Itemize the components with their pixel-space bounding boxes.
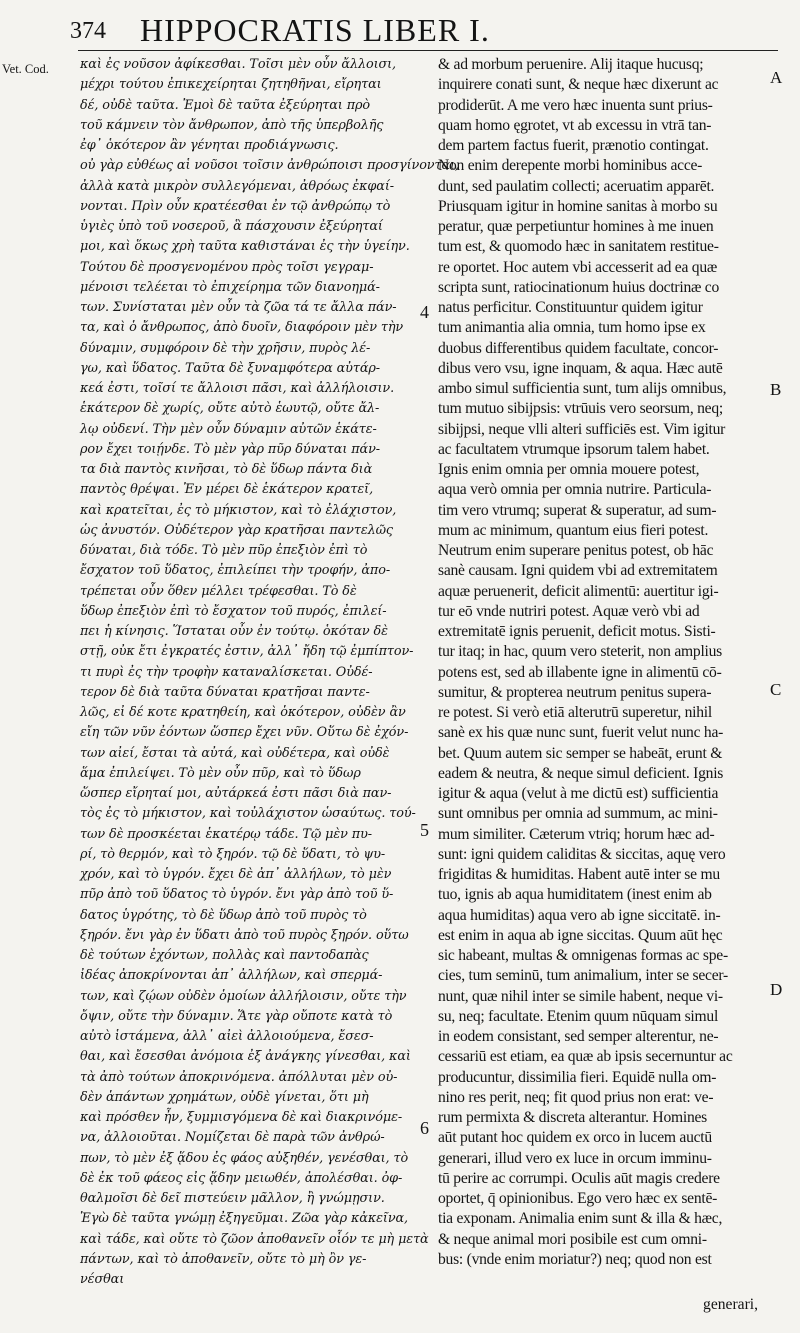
greek-text-line: θαι, καὶ ἔσεσθαι ἀνόμοια ἐξ ἀνάγκης γίνεσθαι, καὶ [80,1049,411,1065]
latin-text-line: Priusquam igitur in homine sanitas à morbo su [438,197,718,215]
latin-text-line: rum permixta & discreta alterantur. Homines [438,1109,707,1126]
latin-text-line: tuo, ignis ab aqua humiditatem (inest enim ab [438,886,712,904]
greek-text-line: ἀλλὰ κατὰ μικρὸν συλλεγόμεναι, ἀθρόως ἐκφαί- [80,178,394,194]
latin-text-line: dem partem factus fuerit, prænotio contingat. [438,137,709,154]
latin-text-line: sanè causam. Igni quidem vbi ad extremitatem [438,562,718,580]
greek-text-line: ἅμα ἐπιλείψει. Τὸ μὲν οὖν πῦρ, καὶ τὸ ὕδωρ [80,765,361,781]
greek-text-line: ὥσπερ εἴρηταί μοι, αὐτάρκεά ἐστι πᾶσι διὰ παν- [80,786,392,801]
greek-text-line: λῳ οὐδενί. Τὴν μὲν οὖν δύναμιν αὐτῶν ἑκάτε- [80,421,377,437]
greek-text-line: τερον δὲ διὰ ταῦτα δύναται κρατῆσαι παντε- [80,684,370,700]
latin-text-line: sumitur, & propterea neutrum penitus supera- [438,683,712,701]
greek-text-line: ἔσχατον τοῦ ὕδατος, ἐπιλείπει τὴν τροφήν, ἀπο- [80,563,391,579]
latin-text-line: nino res perit, neq; fit quod prius non erat: ve- [438,1088,714,1106]
greek-text-line: στῇ, οὐκ ἔτι ἐγκρατές ἐστιν, ἀλλ᾽ ἤδη τῷ ἐμπίπτον- [80,644,414,660]
greek-text-line: ὕδωρ ἐπεξιὸν ἐπὶ τὸ ἔσχατον τοῦ πυρός, ἐπιλεί- [80,603,387,619]
margin-letter-d: D [770,980,783,999]
greek-text-line: Ἐγὼ δὲ ταῦτα γνώμῃ ἐξηγεῦμαι. Ζῶα γὰρ κἀκεῖνα, [80,1211,409,1227]
greek-text-line: ὡς ἀνυστόν. Οὐδέτερον γὰρ κρατῆσαι παντελῶς [80,522,394,538]
latin-text-line: re potest. Si verò etiā alterutrū superetur, nihil [438,704,712,721]
greek-text-line: δὲν ἁπάντων χρημάτων, οὐδὲ γίνεται, ὅτι μὴ [80,1089,369,1105]
section-number-4: 4 [420,302,429,322]
greek-text-line: καὶ κρατεῖται, ἐς τὸ μήκιστον, καὶ τὸ ἐλάχιστον, [80,502,397,518]
page-header [70,6,770,52]
latin-text-line: cessariū est etiam, ea quæ ab ipsis secernuntur ac [438,1048,733,1066]
latin-text-line: re oportet. Hoc autem vbi accesserit ad ea quæ [438,258,718,276]
latin-text-line: mum ac minimum, quantum eius fieri potest. [438,521,709,539]
latin-text-line: est enim in aqua ab igne siccitas. Quum aūt hęc [438,926,723,944]
latin-text-line: scripta sunt, ratiocinationum huius doctrinæ co [438,278,720,296]
latin-text-line: sunt: igni quidem caliditas & siccitas, aquę vero [438,845,726,863]
latin-text-line: Ignis enim omnia per omnia mouere potest, [438,461,700,478]
latin-text-line: oportet, q̄ opinionibus. Ego vero hæc ex sentē- [438,1190,718,1207]
latin-text-line: eadem & neutra, & neque simul deficient. Ignis [438,764,724,782]
greek-text-line: τὸς ἐς τὸ μήκιστον, καὶ τοὐλάχιστον ὡσαύτως. τού- [80,806,416,822]
greek-text-line: εἴη τῶν νῦν ἐόντων ὥσπερ ἔχει νῦν. Οὕτω δὲ ἐχόν- [80,725,409,741]
latin-text-line: extremitatē ignis peruenit, deficit motus. Sisti- [438,623,716,640]
greek-text-line: χρόν, καὶ τὸ ὑγρόν. ἔχει δὲ ἀπ᾽ ἀλλήλων, τὸ μὲν [80,867,392,882]
greek-text-line: δατος ὑγρότης, τὸ δὲ ὕδωρ ἀπὸ τοῦ πυρὸς τὸ [80,907,367,923]
greek-text-line: θαλμοῖσι δὲ δεῖ πιστεύειν μᾶλλον, ἢ γνώμῃσιν. [80,1191,385,1206]
greek-text-line: τα διὰ παντὸς κινῆσαι, τὸ δὲ ὕδωρ πάντα διὰ [80,462,373,477]
greek-text-line: μένοισι τελέεται τὸ ἐπιχείρημα τῶν διανοημά- [80,279,380,295]
latin-text-line: aqua humiditas) aqua vero ab igne siccitatē. in- [438,906,721,924]
latin-text-column [438,55,760,1270]
greek-text-line: λῶς, εἰ δέ κοτε κρατηθείη, καὶ ὁκότερον, οὐδὲν ἂν [80,705,406,720]
latin-text-line: aūt putant hoc quidem ex orco in lucem auctū [438,1129,712,1147]
running-head: HIPPOCRATIS LIBER I. [140,12,490,48]
latin-text-line: sic habeant, multas & omnigenas formas ac spe- [438,947,728,964]
latin-text-line: & ad morbum peruenire. Alij itaque hucusq; [438,56,704,73]
latin-text-line: nunt, quæ nihil inter se simile habent, neque vi- [438,987,723,1005]
latin-text-line: mum similiter. Cæterum vtriq; horum hæc ad- [438,825,715,843]
greek-text-line: Τούτου δὲ προσγενομένου πρὸς τοῖσι γεγραμ- [80,259,374,275]
greek-text-line: ρί, τὸ θερμόν, καὶ τὸ ξηρόν. τῷ δὲ ὕδατι, τὸ ψυ- [80,846,386,862]
header-rule [78,50,778,51]
greek-text-line: πῦρ ἀπὸ τοῦ ὕδατος τὸ ὑγρόν. ἔνι γὰρ ἀπὸ τοῦ ὕ- [80,887,394,903]
greek-text-line: ρον ἔχει τοιῄνδε. Τὸ μὲν γὰρ πῦρ δύναται πάν- [80,441,380,457]
greek-text-line: των, καὶ ζῴων οὐδὲν ὁμοίων ἀλλήλοισιν, οὔτε τὴν [80,988,407,1004]
latin-text-line: tim vero vtrumq; superat & superatur, ad sum- [438,501,717,519]
greek-text-line: των. Συνίσταται μὲν οὖν τὰ ζῶα τά τε ἄλλα πάν- [80,300,397,315]
latin-text-line: ac facultatem vtrumque ipsorum talem habet. [438,440,710,458]
greek-text-line: μέχρι τούτου ἐπικεχείρηται ζητηθῆναι, εἴρηται [80,77,382,93]
greek-text-line: δὲ ἐκ τοῦ φάεος εἰς ᾅδην μειωθέν, ἀπολέσθαι. ὀφ- [80,1170,403,1186]
latin-text-line: su, neq; facultate. Etenim quum nūquam simul [438,1007,719,1025]
section-number-6: 6 [420,1118,429,1138]
greek-text-line: ὄψιν, οὔτε τὴν δύναμιν. Ἅτε γὰρ οὔποτε κατὰ τὸ [80,1008,393,1024]
latin-text-line: inquirere conati sunt, & neque hæc dixerunt ac [438,76,719,94]
greek-text-line: ὑγιὲς ὑπὸ τοῦ νοσεροῦ, ἃ πάσχουσιν ἐξεύρηταί [80,219,383,234]
latin-text-line: ambo simul sufficientia sunt, tum alijs omnibus, [438,380,727,397]
greek-text-line: νέσθαι [80,1272,125,1287]
greek-text-line: δύναται, διὰ τόδε. Τὸ μὲν πῦρ ἐπεξιὸν ἐπὶ τὸ [80,543,368,558]
page-number: 374 [70,18,106,44]
greek-text-line: γω, καὶ ὕδατος. Ταῦτα δὲ ξυναμφότερα αὐτάρ- [80,360,381,376]
latin-text-line: Neutrum enim superare penitus potest, ob hāc [438,542,714,559]
latin-text-line: natus perficitur. Constituuntur quidem igitur [438,299,703,316]
latin-text-line: tum animantia alia omnia, tum homo ipse ex [438,319,706,337]
latin-text-line: dibus vero vsu, igne inquam, & aqua. Hæc autē [438,359,723,377]
greek-text-line: τὰ ἀπὸ τούτων ἀποκρινόμενα. ἀπόλλυται μὲν οὐ- [80,1069,398,1085]
greek-text-line: καὶ ἐς νοῦσον ἀφίκεσθαι. Τοῖσι μὲν οὖν ἄλλοισι, [80,57,397,72]
latin-text-line: sanè ex his quæ nunc sunt, fuerit velut nunc ha- [438,724,724,742]
latin-text-line: frigiditas & humiditas. Habent autē inter se mu [438,866,720,883]
latin-text-line: igitur & aqua (velut à me dictū est) sufficientia [438,785,719,802]
section-number-5: 5 [420,820,429,840]
margin-letter-c: C [770,680,782,699]
greek-text-line: ξηρόν. ἔνι γὰρ ἐν ὕδατι ἀπὸ τοῦ πυρὸς ξηρόν. οὕτω [80,927,409,943]
greek-text-line: των δὲ προσκέεται ἑκατέρῳ τάδε. Τῷ μὲν πυ- [80,826,372,842]
latin-text-line: in eodem consistant, sed semper alterentur, ne- [438,1028,719,1045]
latin-text-line: bus: (vnde enim moriatur?) neq; quod non est [438,1250,712,1268]
greek-text-line: πει ἡ κίνησις. Ἵσταται οὖν ἐν τούτῳ. ὁκόταν δὲ [80,624,388,639]
latin-text-line: tur itaq; in hac, quum vero steterit, non amplius [438,643,722,661]
greek-text-line: τι πυρὶ ἐς τὴν τροφὴν καταναλίσκεται. Οὐδέ- [80,664,373,680]
latin-text-line: sunt omnibus per omnia ad summum, ac mini- [438,805,718,823]
latin-text-line: tum est, & quomodo hæc in sanitatem restitue- [438,238,719,256]
greek-text-line: ἑκάτερον δὲ χωρίς, οὔτε αὐτὸ ἑωυτῷ, οὔτε ἄλ- [80,401,380,417]
greek-text-line: ἰδέας ἀποκρίνονται ἀπ᾽ ἀλλήλων, καὶ σπερμά- [80,968,383,984]
greek-text-line: ἐφ᾽ ὁκότερον ἂν γένηται προδιάγνωσις. [80,138,339,153]
greek-text-line: παντὸς θρέψαι. Ἐν μέρει δὲ ἑκάτερον κρατεῖ, [80,482,374,498]
margin-letter-b: B [770,380,782,399]
latin-text-line: duobus differentibus quidem facultate, concor- [438,339,719,357]
greek-text-line: δέ, οὐδὲ ταῦτα. Ἐμοὶ δὲ ταῦτα ἐξεύρηται πρὸ [80,97,371,113]
greek-text-column [80,55,459,1290]
latin-text-line: aqua verò omnia per omnia nutrire. Particula- [438,481,712,499]
latin-text-line: quam homo ęgrotet, vt ab excessu in vtrā tan- [438,116,712,134]
greek-text-line: πων, τὸ μὲν ἐξ ᾅδου ἐς φάος αὐξηθέν, γενέσθαι, τὸ [80,1150,409,1166]
latin-text-line: dunt, sed paulatim collecti; aceruatim apparēt. [438,177,715,195]
margin-note-vet-cod: Vet. Cod. [2,62,49,76]
greek-text-line: τα, καὶ ὁ ἄνθρωπος, ἀπὸ δυοῖν, διαφόροιν μὲν τὴν [80,320,404,336]
latin-text-line: tia exponam. Animalia enim sunt & illa & hæc, [438,1210,723,1228]
greek-text-line: τρέπεται οὖν ὅθεν μέλλει τρέφεσθαι. Τὸ δὲ [80,583,357,599]
latin-text-line: & neque animal mori posibile est cum omni- [438,1230,707,1248]
latin-text-line: tū perire ac corrumpi. Oculis aūt magis credere [438,1169,720,1187]
latin-text-line: aquæ peruenerit, deficit alimentū: auertitur igi- [438,582,719,600]
latin-text-line: sibijpsi, neque vlli alteri sufficiēs est. Vim igitur [438,420,726,438]
latin-text-line: cies, tum seminū, tum animalium, inter se secer- [438,967,728,985]
greek-text-line: οὐ γὰρ εὐθέως αἱ νοῦσοι τοῖσιν ἀνθρώποισι προσγίνονται, [80,158,459,174]
greek-text-line: καὶ πρόσθεν ἦν, ξυμμισγόμενα δὲ καὶ διακρινόμε- [80,1110,403,1125]
latin-text-line: prodiderūt. A me vero hæc inuenta sunt prius- [438,96,713,114]
latin-text-line: peratur, quæ perpetiuntur homines à me inuen [438,218,714,235]
margin-letter-a: A [770,68,783,87]
greek-text-line: αὐτὸ ἱστάμενα, ἀλλ᾽ αἰεὶ ἀλλοιούμενα, ἔσεσ- [80,1029,374,1044]
greek-text-line: κεά ἐστι, τοῖσί τε ἄλλοισι πᾶσι, καὶ ἀλλήλοισιν. [80,381,395,396]
greek-text-line: τοῦ κάμνειν τὸν ἄνθρωπον, ἀπὸ τῆς ὑπερβολῆς [80,117,384,133]
greek-text-line: καὶ τάδε, καὶ οὔτε τὸ ζῶον ἀποθανεῖν οἷόν τε μὴ μετὰ [80,1231,429,1247]
catchword: generari, [703,1296,758,1313]
greek-text-line: πάντων, καὶ τὸ ἀποθανεῖν, οὔτε τὸ μὴ ὂν γε- [80,1251,367,1267]
greek-text-line: μοι, καὶ ὅκως χρὴ ταῦτα καθιστάναι ἐς τὴν ὑγείην. [80,239,410,255]
latin-text-line: bet. Quum autem sic semper se habeāt, erunt & [438,744,723,762]
latin-text-line: potens est, sed ab illabente igne in alimentū cō- [438,663,722,681]
greek-text-line: των αἰεί, ἔσται τὰ αὐτά, καὶ οὐδέτερα, καὶ οὐδὲ [80,745,390,761]
latin-text-line: tum mutuo sibijpsis: vtrūuis vero seorsum, neq; [438,400,723,418]
latin-text-line: Non enim derepente morbi hominibus acce- [438,157,703,175]
greek-text-line: νονται. Πρὶν οὖν κρατέεσθαι ἐν τῷ ἀνθρώπῳ τὸ [80,198,391,214]
greek-text-line: δύναμιν, συμφόροιν δὲ τὴν χρῆσιν, πυρὸς λέ- [80,340,371,356]
greek-text-line: δὲ τούτων ἐχόντων, πολλὰς καὶ παντοδαπὰς [80,948,369,963]
latin-text-line: tur eō vnde nutriri potest. Aquæ verò vbi ad [438,602,700,620]
latin-text-line: generari, illud vero ex luce in orcum imminu- [438,1149,712,1167]
greek-text-line: να, ἀλλοιοῦται. Νομίζεται δὲ παρὰ τῶν ἀνθρώ- [80,1130,385,1146]
latin-text-line: producuntur, dissimilia fieri. Equidē nulla om- [438,1068,717,1086]
